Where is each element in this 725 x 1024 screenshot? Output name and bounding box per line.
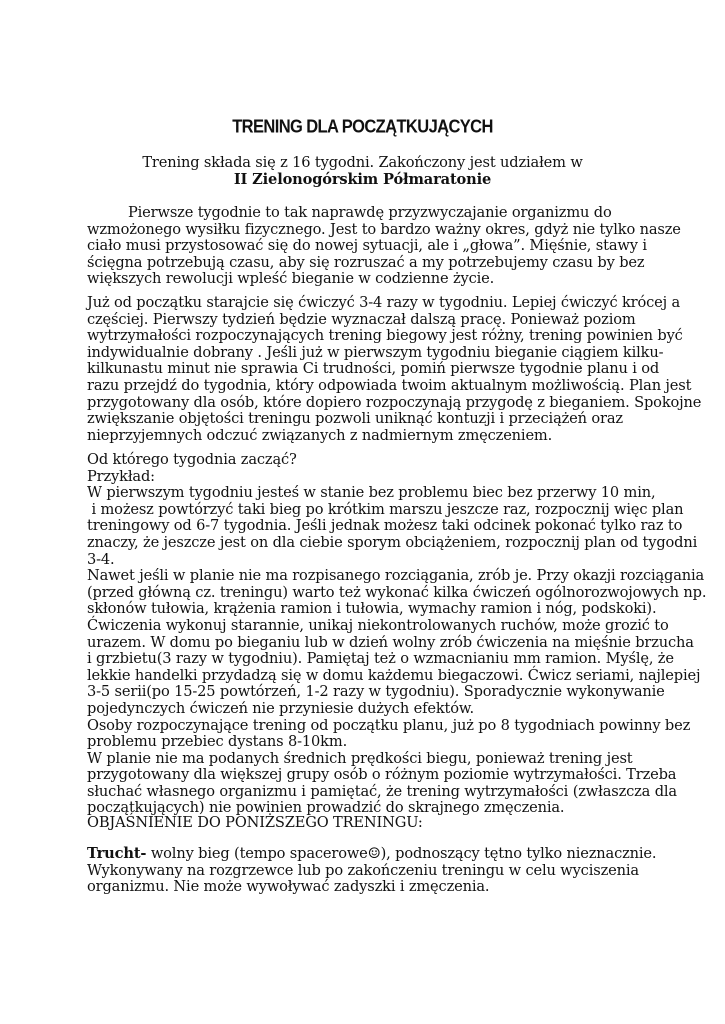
paragraph-line: zwiększanie objętości treningu pozwoli uniknąć kontuzji i przeciążeń oraz	[87, 410, 623, 428]
paragraph-line: 3-5 serii(po 15-25 powtórzeń, 1-2 razy w tygodniu). Sporadycznie wykonywanie	[87, 683, 665, 701]
paragraph-line: kilkunastu minut nie sprawia Ci trudności, pomiń pierwsze tygodnie planu i od	[87, 360, 660, 378]
paragraph-line: indywidualnie dobrany . Jeśli już w pierwszym tygodniu bieganie ciągiem kilku-	[87, 343, 664, 361]
paragraph-line: razu przejdź do tygodnia, który odpowiada twoim aktualnym możliwością. Plan jest	[87, 376, 692, 394]
paragraph-line: częściej. Pierwszy tydzień będzie wyznaczał dalszą pracę. Ponieważ poziom	[87, 310, 636, 328]
paragraph-line: Pierwsze tygodnie to tak naprawdę przyzwyczajanie organizmu do	[128, 204, 612, 221]
paragraph-line: wzmożonego wysiłku fizycznego. Jest to bardzo ważny okres, gdyż nie tylko nasze	[87, 220, 681, 238]
subtitle-event-name: II Zielonogórskim Półmaratonie	[233, 170, 492, 188]
paragraph-line: lekkie handelki przydadzą się w domu każdemu biegaczowi. Ćwicz seriami, najlepiej	[87, 666, 701, 684]
explanation-heading: OBJAŚNIENIE DO PONIŻSZEGO TRENINGU:	[87, 814, 423, 831]
paragraph-line: początkujących) nie powinien prowadzić do skrajnego zmęczenia.	[87, 799, 565, 817]
definition-line: Trucht- wolny bieg (tempo spacerowe☺), podnoszący tętno tylko nieznacznie.	[87, 845, 657, 862]
training-frequency-paragraph	[87, 294, 702, 444]
paragraph-line: wytrzymałości rozpoczynających trening biegowy jest różny, trening powinien być	[87, 327, 683, 345]
paragraph-line: W pierwszym tygodniu jesteś w stanie bez problemu biec bez przerwy 10 min,	[87, 484, 656, 502]
paragraph-line: Przykład:	[87, 467, 155, 485]
definition-term: Trucht-	[87, 845, 147, 862]
paragraph-line: ciało musi przystosować się do nowej sytuacji, ale i „głowa”. Mięśnie, stawy i	[87, 237, 647, 255]
paragraph-line: Osoby rozpoczynające trening od początku planu, już po 8 tygodniach powinny bez	[87, 716, 691, 734]
paragraph-line: i grzbietu(3 razy w tygodniu). Pamiętaj też o wzmacnianiu mm ramion. Myślę, że	[87, 650, 674, 668]
subtitle-line: Trening składa się z 16 tygodni. Zakończony jest udziałem w	[142, 154, 583, 171]
paragraph-line: problemu przebiec dystans 8-10km.	[87, 733, 348, 751]
paragraph-line: i możesz powtórzyć taki bieg po krótkim marszu jeszcze raz, rozpocznij więc plan	[87, 500, 684, 518]
paragraph-line: Nawet jeśli w planie nie ma rozpisanego rozciągania, zrób je. Przy okazji rozciągania	[87, 567, 705, 585]
paragraph-line: urazem. W domu po bieganiu lub w dzień wolny zrób ćwiczenia na mięśnie brzucha	[87, 633, 694, 651]
paragraph-line: treningowy od 6-7 tygodnia. Jeśli jednak możesz taki odcinek pokonać tylko raz to	[87, 517, 683, 535]
paragraph-line: Już od początku starajcie się ćwiczyć 3-4 razy w tygodniu. Lepiej ćwiczyć krócej a	[87, 294, 681, 311]
paragraph-line: 3-4.	[87, 550, 115, 568]
paragraph-line: Od którego tygodnia zacząć?	[87, 451, 297, 468]
definition-line: organizmu. Nie może wywoływać zadyszki i zmęczenia.	[87, 878, 490, 896]
definition-line: Wykonywany na rozgrzewce lub po zakończeniu treningu w celu wyciszenia	[87, 861, 639, 879]
document-subtitle	[0, 155, 725, 188]
paragraph-line: słuchać własnego organizmu i pamiętać, że trening wytrzymałości (zwłaszcza dla	[87, 782, 677, 800]
starting-week-paragraph	[87, 451, 707, 817]
paragraph-line: znaczy, że jeszcze jest on dla ciebie sporym obciążeniem, rozpocznij plan od tygodni	[87, 533, 698, 551]
trucht-definition	[87, 845, 657, 896]
paragraph-line: przygotowany dla osób, które dopiero rozpoczynają przygodę z bieganiem. Spokojne	[87, 393, 702, 411]
paragraph-line: (przed główną cz. treningu) warto też wykonać kilka ćwiczeń ogólnorozwojowych np.	[87, 583, 707, 601]
paragraph-line: skłonów tułowia, krążenia ramion i tułowia, wymachy ramion i nóg, podskoki).	[87, 600, 657, 618]
paragraph-line: przygotowany dla większej grupy osób o różnym poziomie wytrzymałości. Trzeba	[87, 766, 677, 784]
document-title: TRENING DLA POCZĄTKUJĄCYCH	[232, 116, 493, 138]
paragraph-line: nieprzyjemnych odczuć związanych z nadmiernym zmęczeniem.	[87, 426, 553, 444]
paragraph-line: większych rewolucji wpleść bieganie w codzienne życie.	[87, 270, 495, 288]
paragraph-line: W planie nie ma podanych średnich prędkości biegu, ponieważ trening jest	[87, 749, 633, 767]
paragraph-line: ścięgna potrzebują czasu, aby się rozruszać a my potrzebujemy czasu by bez	[87, 253, 645, 271]
paragraph-line: pojedynczych ćwiczeń nie przyniesie dużych efektów.	[87, 699, 474, 717]
intro-paragraph	[87, 204, 681, 288]
paragraph-line: Ćwiczenia wykonuj starannie, unikaj niekontrolowanych ruchów, może grozić to	[87, 616, 669, 634]
